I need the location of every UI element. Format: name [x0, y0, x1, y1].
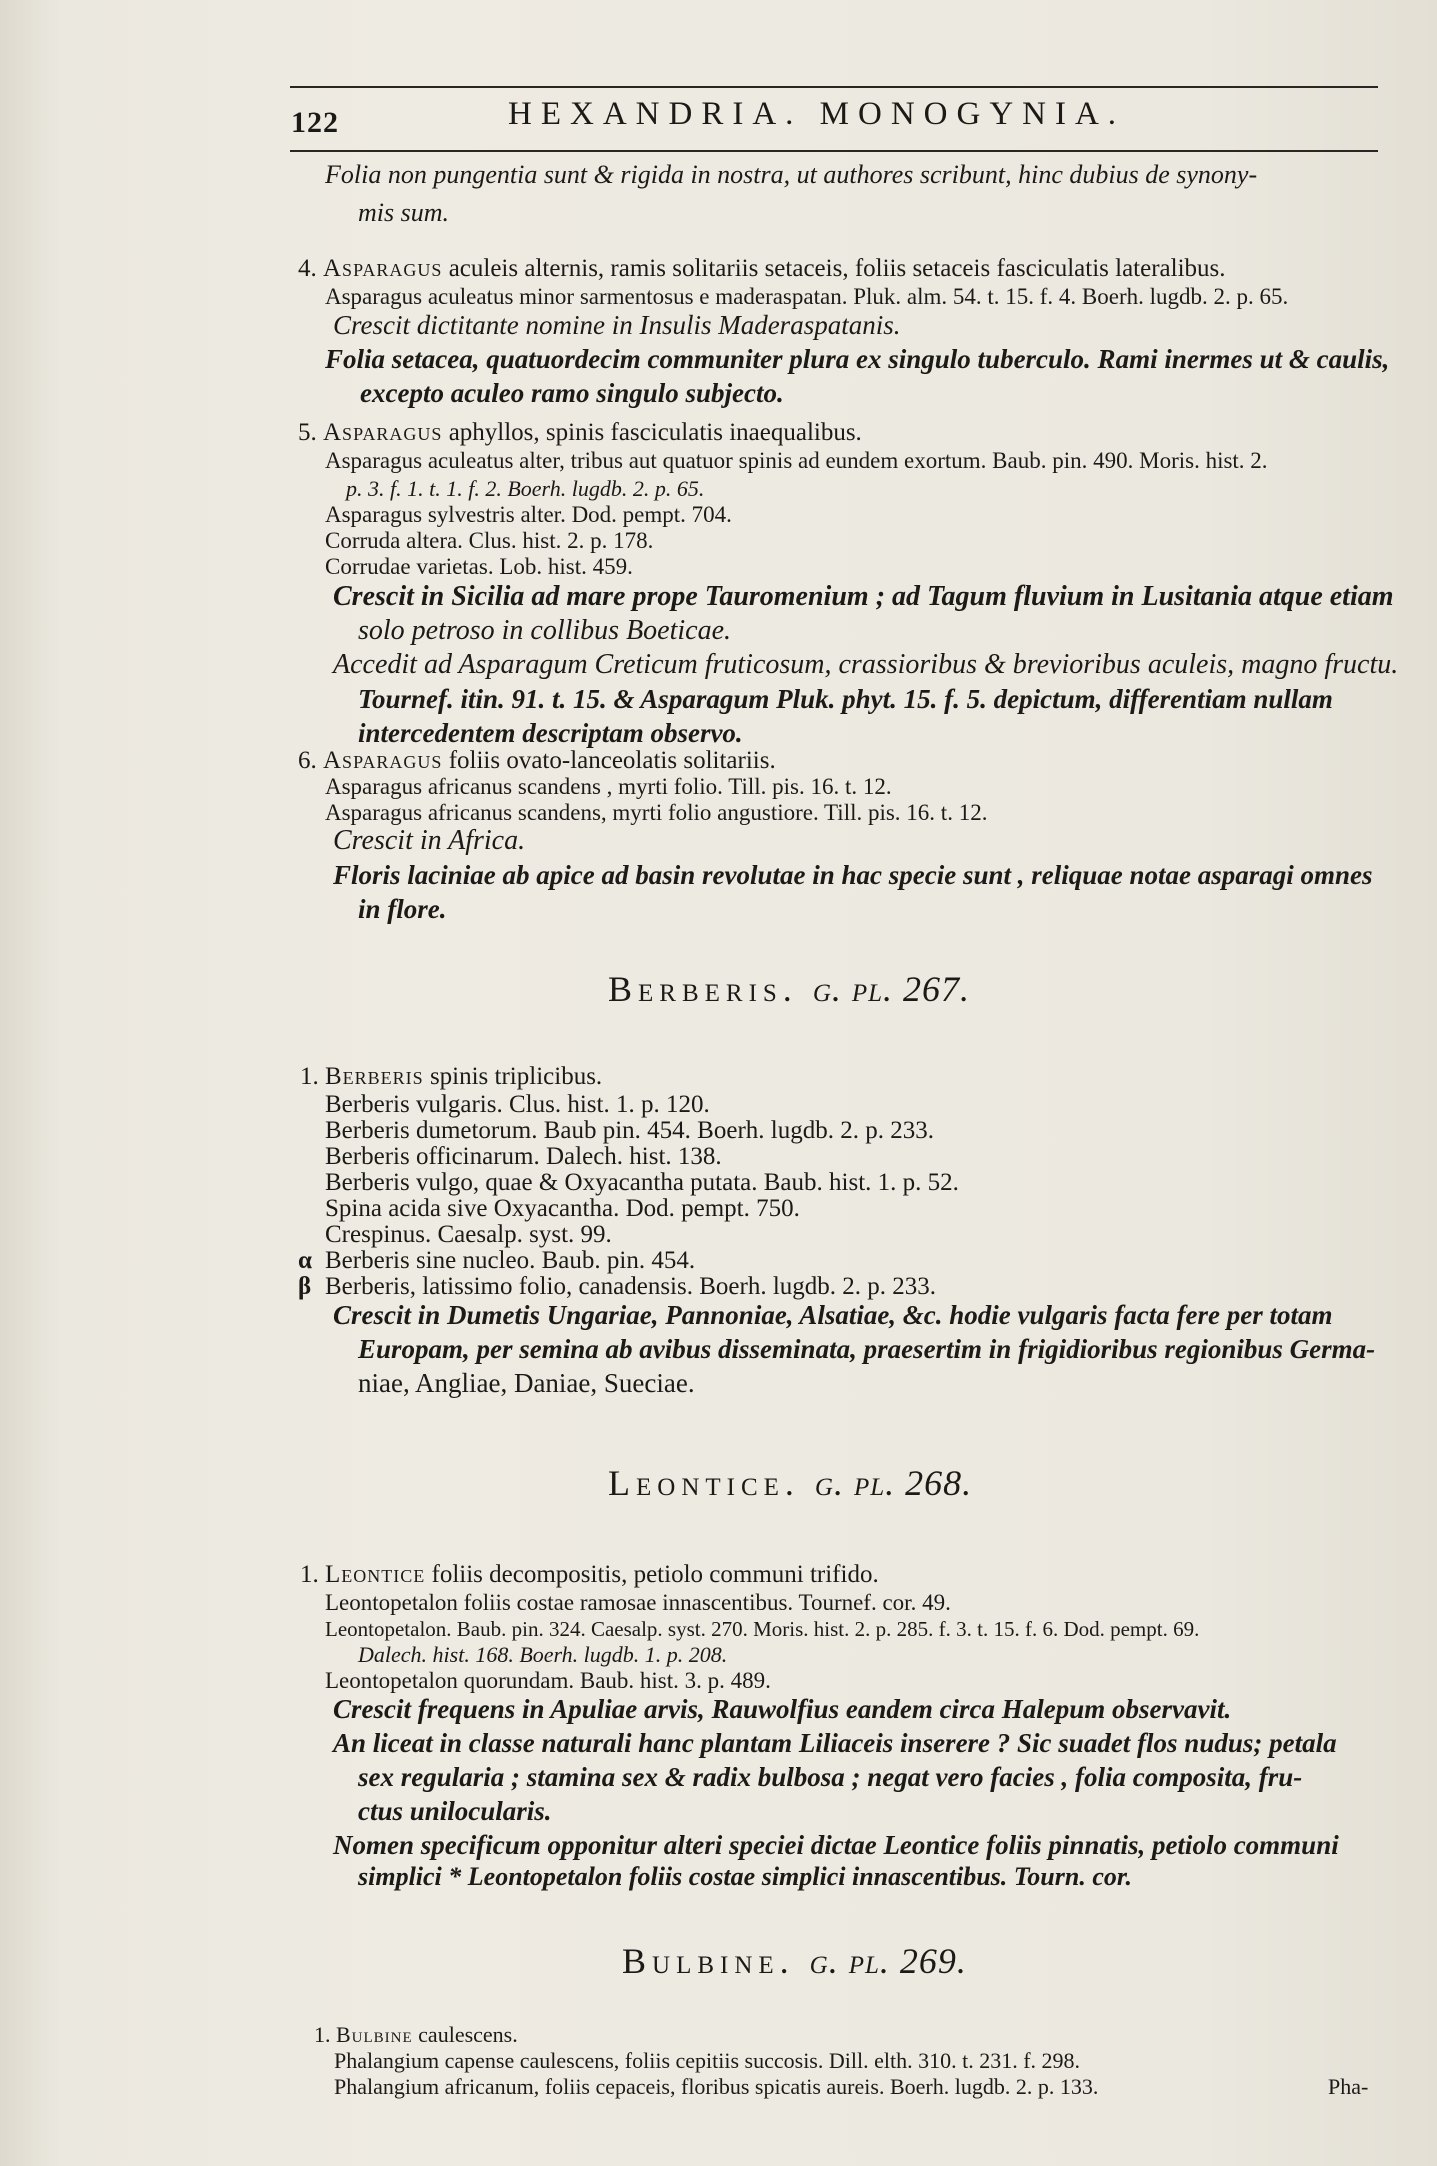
species-diagnosis: caulescens.: [418, 2022, 518, 2047]
comment-line: Crescit in Dumetis Ungariae, Pannoniae, Alsatiae, &c. hodie vulgaris facta fere per totam: [333, 1300, 1333, 1330]
synonym-line: Asparagus aculeatus alter, tribus aut quatuor spinis ad eundem exortum. Baub. pin. 490. Moris. hist. 2.: [325, 448, 1268, 473]
genus-name: Berberis: [325, 1063, 424, 1090]
species-entry: [300, 1560, 879, 1590]
species-entry: [300, 1062, 602, 1092]
header-rule-top: [290, 86, 1378, 88]
species-number: 1.: [300, 1561, 319, 1588]
comment-line: solo petroso in collibus Boeticae.: [358, 615, 732, 646]
continuation-line: mis sum.: [358, 198, 450, 227]
species-diagnosis: aculeis alternis, ramis solitariis setaceis, foliis setaceis fasciculatis lateralibus.: [448, 255, 1226, 282]
synonym-line: Phalangium capense caulescens, foliis cepitiis succosis. Dill. elth. 310. t. 231. f. 298.: [334, 2048, 1081, 2073]
catchword: Pha-: [1328, 2074, 1369, 2099]
synonym-line: Berberis, latissimo folio, canadensis. Boerh. lugdb. 2. p. 233.: [325, 1273, 937, 1300]
species-diagnosis: foliis decompositis, petiolo communi trifido.: [431, 1561, 879, 1588]
synonym-line: p. 3. f. 1. t. 1. f. 2. Boerh. lugdb. 2. p. 65.: [346, 476, 705, 501]
continuation-line: Folia non pungentia sunt & rigida in nostra, ut authores scribunt, hinc dubius de synony-: [325, 160, 1258, 189]
synonym-line: Asparagus africanus scandens , myrti folio. Till. pis. 16. t. 12.: [325, 774, 892, 799]
species-entry: [298, 254, 1226, 284]
running-title: HEXANDRIA. MONOGYNIA.: [508, 96, 1126, 132]
species-entry: [298, 418, 862, 448]
comment-line: Crescit dictitante nomine in Insulis Maderaspatanis.: [333, 310, 901, 340]
comment-line: Accedit ad Asparagum Creticum fruticosum, crassioribus & brevioribus aculeis, magno fructu.: [333, 649, 1399, 680]
species-number: 1.: [300, 1063, 319, 1090]
comment-line: excepto aculeo ramo singulo subjecto.: [360, 378, 784, 408]
comment-line: Crescit in Africa.: [333, 825, 526, 856]
variety-marker: β: [298, 1273, 312, 1300]
synonym-line: Corruda altera. Clus. hist. 2. p. 178.: [325, 528, 654, 553]
genus-heading-leontice: [608, 1462, 972, 1504]
comment-line: Folia setacea, quatuordecim communiter plura ex singulo tuberculo. Rami inermes ut & caulis,: [325, 344, 1390, 374]
genus-title: Bulbine.: [622, 1941, 795, 1981]
comment-line: niae, Angliae, Daniae, Sueciae.: [358, 1368, 695, 1398]
synonym-line: Leontopetalon foliis costae ramosae innascentibus. Tournef. cor. 49.: [325, 1590, 951, 1615]
comment-line: An liceat in classe naturali hanc plantam Liliaceis inserere ? Sic suadet flos nudus; petala: [333, 1728, 1337, 1758]
synonym-line: Berberis officinarum. Dalech. hist. 138.: [325, 1143, 722, 1170]
genus-reference: g. pl. 267.: [812, 969, 971, 1009]
synonym-line: Leontopetalon. Baub. pin. 324. Caesalp. syst. 270. Moris. hist. 2. p. 285. f. 3. t. 15. f. 6. Dod. pempt. 69.: [325, 1617, 1200, 1641]
synonym-line: Phalangium africanum, foliis cepaceis, floribus spicatis aureis. Boerh. lugdb. 2. p. 133.: [334, 2074, 1099, 2099]
synonym-line: Asparagus aculeatus minor sarmentosus e maderaspatan. Pluk. alm. 54. t. 15. f. 4. Boerh. lugdb. 2. p. 65.: [325, 284, 1289, 309]
synonym-line: Asparagus africanus scandens, myrti folio angustiore. Till. pis. 16. t. 12.: [325, 800, 988, 825]
genus-heading-bulbine: [622, 1940, 967, 1982]
synonym-line: Dalech. hist. 168. Boerh. lugdb. 1. p. 208.: [358, 1642, 728, 1667]
comment-line: Floris laciniae ab apice ad basin revolutae in hac specie sunt , reliquae notae asparagi omnes: [333, 860, 1373, 890]
synonym-line: Berberis vulgo, quae & Oxyacantha putata. Baub. hist. 1. p. 52.: [325, 1169, 959, 1196]
header-rule-bottom: [290, 150, 1378, 152]
species-number: 5.: [298, 419, 317, 446]
species-diagnosis: spinis triplicibus.: [429, 1063, 603, 1090]
genus-title: Berberis.: [608, 969, 798, 1009]
species-diagnosis: foliis ovato-lanceolatis solitariis.: [448, 747, 776, 774]
genus-reference: g. pl. 269.: [809, 1941, 967, 1981]
comment-line: in flore.: [358, 894, 447, 924]
comment-line: ctus unilocularis.: [358, 1796, 552, 1826]
page-number: 122: [291, 106, 339, 139]
species-number: 1.: [314, 2022, 331, 2047]
comment-line: sex regularia ; stamina sex & radix bulbosa ; negat vero facies , folia composita, fru-: [358, 1762, 1303, 1792]
comment-line: Crescit in Sicilia ad mare prope Tauromenium ; ad Tagum fluvium in Lusitania atque etiam: [333, 581, 1394, 612]
synonym-line: Crespinus. Caesalp. syst. 99.: [325, 1221, 612, 1248]
variety-marker: α: [298, 1247, 312, 1274]
genus-name: Bulbine: [336, 2022, 413, 2047]
comment-line: intercedentem descriptam observo.: [358, 718, 743, 748]
comment-line: Europam, per semina ab avibus disseminata, praesertim in frigidioribus regionibus Germa-: [358, 1334, 1376, 1364]
comment-line: Tournef. itin. 91. t. 15. & Asparagum Pluk. phyt. 15. f. 5. depictum, differentiam nullam: [358, 684, 1333, 714]
species-number: 4.: [298, 255, 317, 282]
species-number: 6.: [298, 747, 317, 774]
genus-reference: g. pl. 268.: [814, 1463, 973, 1503]
comment-line: simplici * Leontopetalon foliis costae simplici innascentibus. Tourn. cor.: [358, 1862, 1133, 1891]
synonym-line: Berberis vulgaris. Clus. hist. 1. p. 120.: [325, 1091, 710, 1118]
genus-name: Asparagus: [323, 419, 443, 446]
synonym-line: Asparagus sylvestris alter. Dod. pempt. 704.: [325, 502, 732, 527]
genus-heading-berberis: [608, 968, 970, 1010]
synonym-line: Berberis sine nucleo. Baub. pin. 454.: [325, 1247, 696, 1274]
comment-line: Nomen specificum opponitur alteri speciei dictae Leontice foliis pinnatis, petiolo communi: [333, 1830, 1339, 1860]
synonym-line: Spina acida sive Oxyacantha. Dod. pempt. 750.: [325, 1195, 800, 1222]
genus-title: Leontice.: [608, 1463, 800, 1503]
synonym-line: Berberis dumetorum. Baub pin. 454. Boerh. lugdb. 2. p. 233.: [325, 1117, 934, 1144]
genus-name: Asparagus: [323, 255, 443, 282]
synonym-line: Corrudae varietas. Lob. hist. 459.: [325, 554, 633, 579]
species-diagnosis: aphyllos, spinis fasciculatis inaequalibus.: [448, 419, 862, 446]
genus-name: Asparagus: [323, 747, 443, 774]
genus-name: Leontice: [325, 1561, 426, 1588]
synonym-line: Leontopetalon quorundam. Baub. hist. 3. p. 489.: [325, 1668, 771, 1693]
comment-line: Crescit frequens in Apuliae arvis, Rauwolfius eandem circa Halepum observavit.: [333, 1694, 1232, 1724]
